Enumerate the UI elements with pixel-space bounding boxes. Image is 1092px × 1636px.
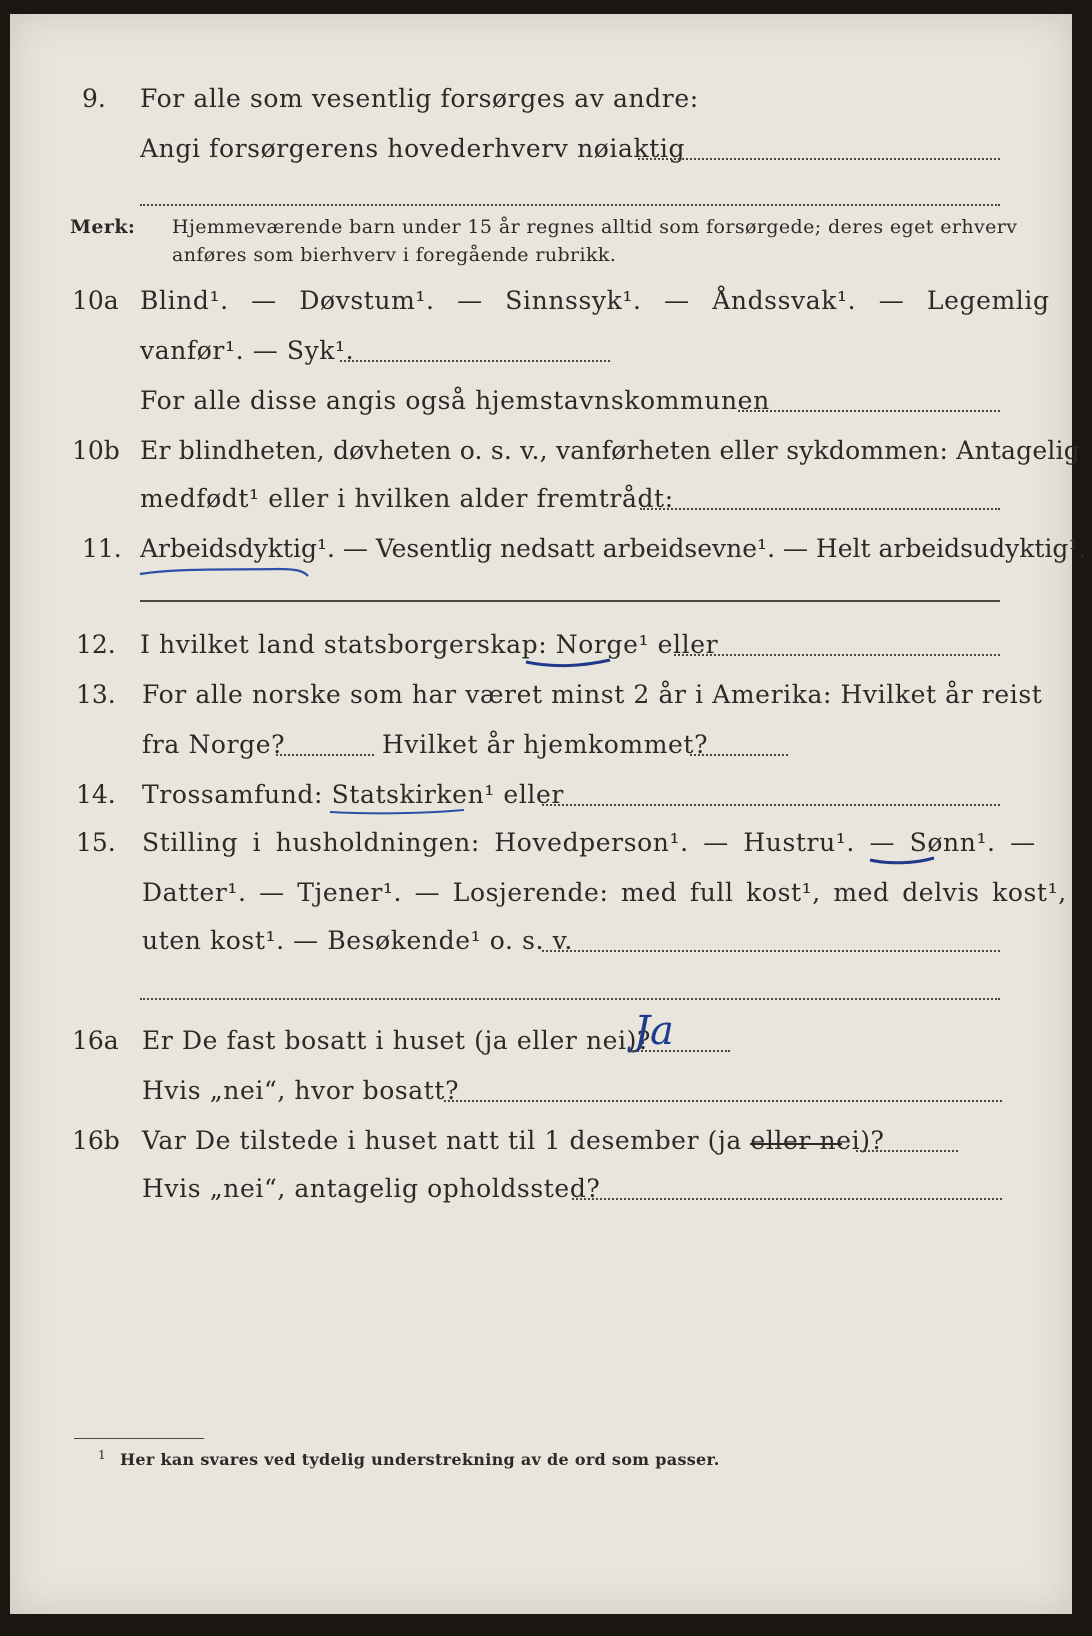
q12-number: 12. — [76, 630, 116, 659]
q15-options-2: Datter¹. — Tjener¹. — Losjerende: med full kost¹, med delvis kost¹, — [142, 878, 1067, 907]
merk-label: Merk: — [70, 216, 136, 238]
q16b-question: Var De tilstede i huset natt til 1 desember (ja eller nei)? — [142, 1126, 885, 1155]
q16b-number: 16b — [72, 1126, 120, 1155]
q9-sub-question: Angi forsørgerens hovederhverv nøiaktig — [140, 134, 686, 163]
q15-options-1: Stilling i husholdningen: Hovedperson¹. — Hustru¹. — Sønn¹. — — [142, 828, 1036, 857]
q13-right-line[interactable] — [690, 754, 788, 756]
merk-text-1: Hjemmeværende barn under 15 år regnes alltid som forsørgede; deres eget erhverv — [172, 216, 1018, 238]
q11-underline-mark — [138, 560, 313, 582]
q15-options-3: uten kost¹. — Besøkende¹ o. s. v. — [142, 926, 573, 955]
q13-number: 13. — [76, 680, 116, 709]
q9-answer-line-2[interactable] — [140, 204, 1000, 206]
q10b-question-2: medfødt¹ eller i hvilken alder fremtrådt: — [140, 484, 674, 513]
footnote-mark: 1 — [98, 1448, 106, 1462]
q15-number: 15. — [76, 828, 116, 857]
q16b-sub-answer-line[interactable] — [572, 1198, 1002, 1200]
q10a-options-2: vanfør¹. — Syk¹. — [140, 336, 355, 365]
q13-left-line[interactable] — [276, 754, 374, 756]
merk-text-2: anføres som bierhverv i foregående rubrikk. — [172, 244, 617, 266]
q16a-sub-answer-line[interactable] — [444, 1100, 1002, 1102]
q14-question: Trossamfund: Statskirken¹ eller — [142, 780, 564, 809]
q9-number: 9. — [82, 84, 106, 113]
census-form-page — [10, 14, 1087, 1614]
q13-question: For alle norske som har været minst 2 år i Amerika: Hvilket år reist — [142, 680, 1043, 709]
q11-options: Arbeidsdyktig¹. — Vesentlig nedsatt arbeidsevne¹. — Helt arbeidsudyktig¹. — [140, 534, 1087, 563]
q15-answer-line[interactable] — [542, 950, 1000, 952]
q10a-number: 10a — [72, 286, 119, 315]
q11-divider — [140, 600, 1000, 602]
q12-answer-line[interactable] — [674, 654, 1000, 656]
q9-question: For alle som vesentlig forsørges av andre: — [140, 84, 699, 113]
footnote-text: Her kan svares ved tydelig understrekning av de ord som passer. — [120, 1450, 720, 1469]
q16b-sub-question: Hvis „nei“, antagelig opholdssted? — [142, 1174, 601, 1203]
q10a-hometown-line[interactable] — [738, 410, 1000, 412]
q16a-answer-line[interactable] — [630, 1050, 730, 1052]
q11-number: 11. — [82, 534, 122, 563]
q10b-number: 10b — [72, 436, 120, 465]
q13-right-label: Hvilket år hjemkommet? — [382, 730, 709, 759]
q16a-sub-question: Hvis „nei“, hvor bosatt? — [142, 1076, 460, 1105]
q16a-question: Er De fast bosatt i huset (ja eller nei)? — [142, 1026, 651, 1055]
q16a-number: 16a — [72, 1026, 119, 1055]
q10a-options: Blind¹. — Døvstum¹. — Sinnssyk¹. — Åndssvak¹. — Legemlig — [140, 286, 1050, 315]
q9-answer-line[interactable] — [638, 158, 1000, 160]
q12-question: I hvilket land statsborgerskap: Norge¹ eller — [140, 630, 719, 659]
q14-answer-line[interactable] — [542, 804, 1000, 806]
q14-number: 14. — [76, 780, 116, 809]
q13-left-label: fra Norge? — [142, 730, 286, 759]
q10b-question: Er blindheten, døvheten o. s. v., vanførheten eller sykdommen: Antagelig — [140, 436, 1080, 465]
q10b-answer-line[interactable] — [640, 508, 1000, 510]
q15-answer-line-2[interactable] — [140, 998, 1000, 1000]
footnote-divider — [74, 1438, 204, 1439]
q10a-answer-line[interactable] — [340, 360, 610, 362]
q16b-answer-line[interactable] — [856, 1150, 958, 1152]
q16a-handwritten-answer[interactable]: Ja — [634, 1008, 674, 1054]
q10a-sub-question: For alle disse angis også hjemstavnskommunen — [140, 386, 770, 415]
